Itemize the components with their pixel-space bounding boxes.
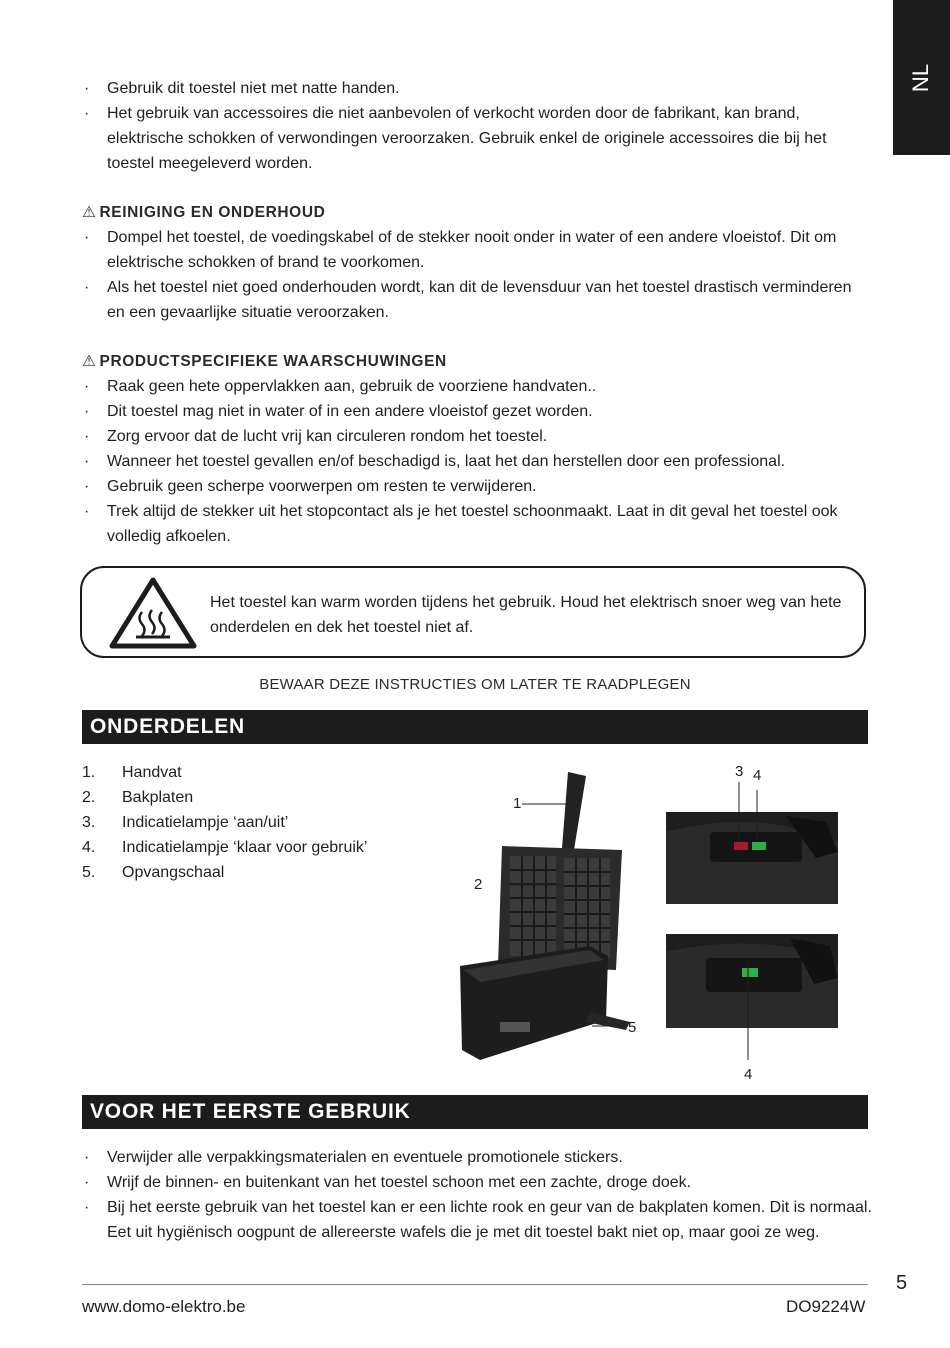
callout-1: 1 <box>513 795 522 812</box>
bullet-item: · Als het toestel niet goed onderhouden wordt, kan dit de levensduur van het toestel drastisch verminderen en een gevaarlijke situatie veroorzaken. <box>82 275 872 325</box>
cleaning-section <box>82 200 872 325</box>
cleaning-heading <box>82 200 872 225</box>
product-warnings-title: PRODUCTSPECIFIEKE WAARSCHUWINGEN <box>99 353 447 370</box>
first-use-bullets <box>82 1145 872 1245</box>
callout-4-bottom: 4 <box>744 1066 753 1083</box>
footer-model-number: DO9224W <box>786 1297 866 1316</box>
keep-instructions-note: BEWAAR DEZE INSTRUCTIES OM LATER TE RAADPLEGEN <box>259 676 691 693</box>
bullet-item: · Gebruik geen scherpe voorwerpen om resten te verwijderen. <box>82 474 872 499</box>
list-item <box>82 860 367 885</box>
callout-3: 3 <box>735 763 744 780</box>
bullet-item: · Gebruik dit toestel niet met natte handen. <box>82 76 872 101</box>
parts-list <box>82 760 367 885</box>
first-use-heading: VOOR HET EERSTE GEBRUIK <box>82 1095 868 1129</box>
item-label: Handvat <box>122 764 182 781</box>
list-item <box>82 785 367 810</box>
item-label: Indicatielampje ‘aan/uit’ <box>122 814 289 831</box>
item-number: 1. <box>82 764 96 781</box>
warning-icon: ⚠ <box>82 204 97 221</box>
callout-2: 2 <box>474 876 483 893</box>
item-number: 4. <box>82 839 96 856</box>
list-item <box>82 835 367 860</box>
bullet-item: · Zorg ervoor dat de lucht vrij kan circuleren rondom het toestel. <box>82 424 872 449</box>
item-label: Indicatielampje ‘klaar voor gebruik’ <box>122 839 368 856</box>
item-number: 2. <box>82 789 96 806</box>
language-label: NL <box>908 63 933 93</box>
parts-heading: ONDERDELEN <box>82 710 868 744</box>
callout-lines <box>470 760 890 1080</box>
footer-divider <box>82 1284 868 1285</box>
hot-surface-warning-text: Het toestel kan warm worden tijdens het gebruik. Houd het elektrisch snoer weg van hete onderdelen en dek het toestel niet af. <box>210 594 842 636</box>
hot-surface-warning-box <box>80 566 866 658</box>
item-label: Opvangschaal <box>122 864 225 881</box>
bullet-item: · Verwijder alle verpakkingsmaterialen en eventuele promotionele stickers. <box>82 1145 872 1170</box>
intro-bullets <box>82 76 872 176</box>
footer-website: www.domo-elektro.be <box>82 1297 246 1316</box>
bullet-item: · Trek altijd de stekker uit het stopcontact als je het toestel schoonmaakt. Laat in dit geval het toestel ook volledig afkoelen. <box>82 499 872 549</box>
cleaning-title: REINIGING EN ONDERHOUD <box>99 204 326 221</box>
bullet-item: · Wrijf de binnen- en buitenkant van het toestel schoon met een zachte, droge doek. <box>82 1170 872 1195</box>
callout-4: 4 <box>753 767 762 784</box>
bullet-item: · Bij het eerste gebruik van het toestel kan er een lichte rook en geur van de bakplaten komen. Dit is normaal. Eet uit hygiënisch oogpunt de allereerste wafels die je met dit toestel bakt niet op, maar gooi ze weg. <box>82 1195 872 1245</box>
product-warnings-heading <box>82 349 872 374</box>
list-item <box>82 760 367 785</box>
callout-5: 5 <box>628 1019 637 1036</box>
hot-surface-icon <box>108 576 198 650</box>
bullet-item: · Het gebruik van accessoires die niet aanbevolen of verkocht worden door de fabrikant, kan brand, elektrische schokken of verwondingen veroorzaken. Gebruik enkel de originele accessoires die bij het toestel meegeleverd worden. <box>82 101 872 176</box>
bullet-item: · Dit toestel mag niet in water of in een andere vloeistof gezet worden. <box>82 399 872 424</box>
item-number: 5. <box>82 864 96 881</box>
bullet-item: · Raak geen hete oppervlakken aan, gebruik de voorziene handvaten.. <box>82 374 872 399</box>
item-label: Bakplaten <box>122 789 194 806</box>
item-number: 3. <box>82 814 96 831</box>
product-warnings-section <box>82 349 872 549</box>
page-number: 5 <box>896 1272 908 1294</box>
warning-icon: ⚠ <box>82 353 97 370</box>
list-item <box>82 810 367 835</box>
language-tab <box>893 0 950 155</box>
bullet-item: · Wanneer het toestel gevallen en/of beschadigd is, laat het dan herstellen door een professional. <box>82 449 872 474</box>
bullet-item: · Dompel het toestel, de voedingskabel of de stekker nooit onder in water of een andere vloeistof. Dit om elektrische schokken of brand te voorkomen. <box>82 225 872 275</box>
